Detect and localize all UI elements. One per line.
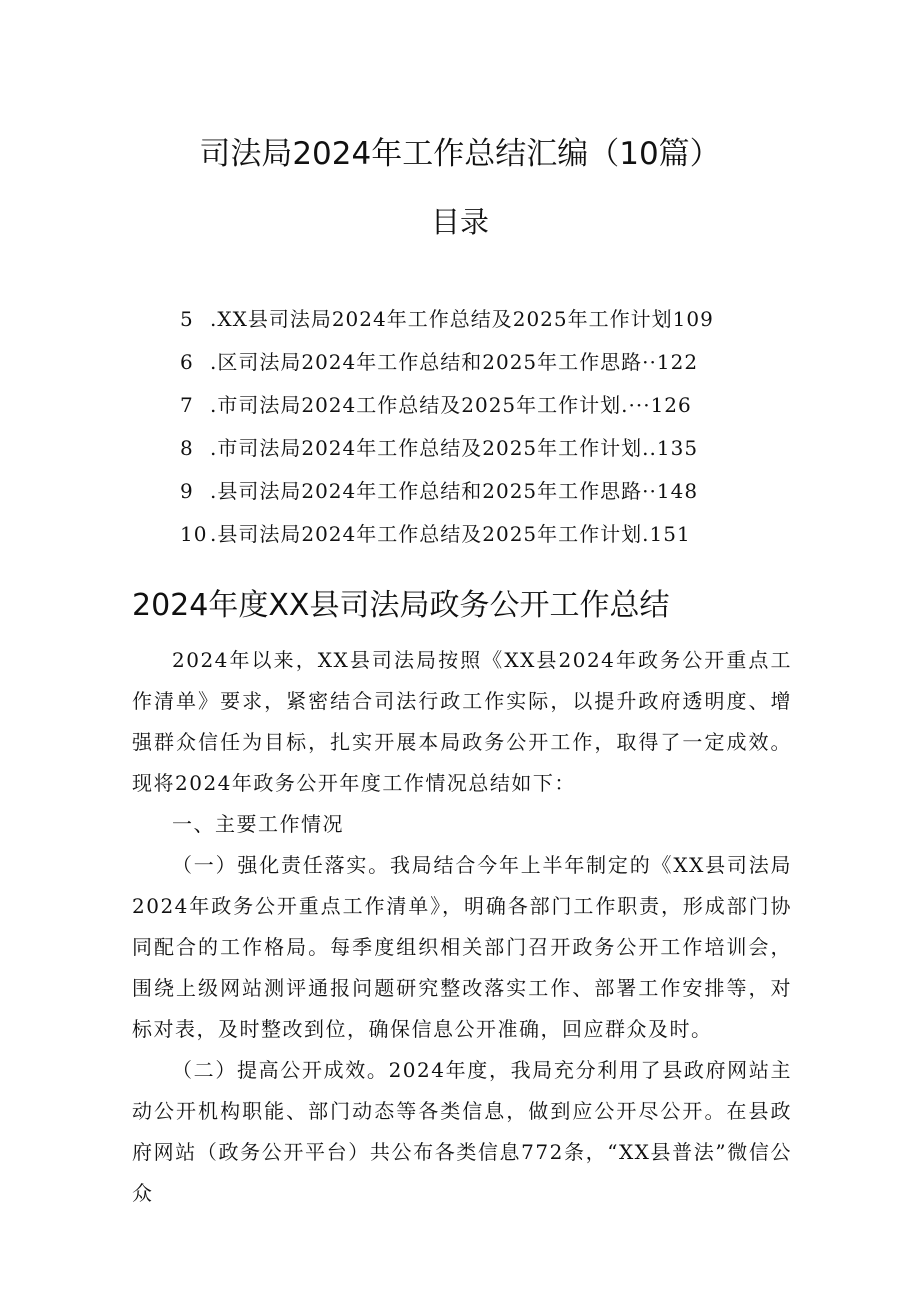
toc-entry[interactable] <box>180 303 780 346</box>
toc-entry-text: .区司法局2024年工作总结和2025年工作思路··122 <box>210 350 699 374</box>
toc-entry[interactable] <box>180 346 780 389</box>
intro-paragraph: 2024年以来，XX县司法局按照《XX县2024年政务公开重点工作清单》要求，紧密结合司法行政工作实际，以提升政府透明度、增强群众信任为目标，扎实开展本局政务公开工作，取得了一定成效。现将2024年政务公开年度工作情况总结如下： <box>132 648 792 795</box>
section-heading: 一、主要工作情况 <box>172 812 344 836</box>
toc-entry-number: 10 <box>180 522 208 546</box>
body-text <box>132 640 792 1214</box>
body-paragraph: （一）强化责任落实。我局结合今年上半年制定的《XX县司法局2024年政务公开重点工作清单》，明确各部门工作职责，形成部门协同配合的工作格局。每季度组织相关部门召开政务公开工作培训会，围绕上级网站测评通报问题研究整改落实工作、部署工作安排等，对标对表，及时整改到位，确保信息公开准确，回应群众及时。 <box>132 853 792 1041</box>
toc-entry-number: 8 <box>180 436 194 460</box>
toc-entry-number: 6 <box>180 350 194 374</box>
toc-entry-text: .县司法局2024年工作总结和2025年工作思路··148 <box>210 479 699 503</box>
toc-heading: 目录 <box>430 205 489 239</box>
toc-entry[interactable] <box>180 432 780 475</box>
toc-entry[interactable] <box>180 518 780 561</box>
toc-entry-text: .市司法局2024工作总结及2025年工作计划.···126 <box>210 393 692 417</box>
toc-entry-number: 9 <box>180 479 194 503</box>
toc-entry-text: .XX县司法局2024年工作总结及2025年工作计划109 <box>210 307 714 331</box>
toc-entry-text: .市司法局2024年工作总结及2025年工作计划..135 <box>210 436 699 460</box>
table-of-contents <box>180 303 780 561</box>
toc-entry[interactable] <box>180 389 780 432</box>
section-title: 2024年度XX县司法局政务公开工作总结 <box>132 588 670 623</box>
toc-entry-number: 7 <box>180 393 194 417</box>
toc-entry-text: .县司法局2024年工作总结及2025年工作计划.151 <box>210 522 691 546</box>
toc-entry[interactable] <box>180 475 780 518</box>
body-paragraph: （二）提高公开成效。2024年度，我局充分利用了县政府网站主动公开机构职能、部门动态等各类信息，做到应公开尽公开。在县政府网站（政务公开平台）共公布各类信息772条，“XX县普法”微信公众 <box>132 1058 792 1205</box>
toc-entry-number: 5 <box>180 307 194 331</box>
document-title: 司法局2024年工作总结汇编（10篇） <box>199 136 721 172</box>
